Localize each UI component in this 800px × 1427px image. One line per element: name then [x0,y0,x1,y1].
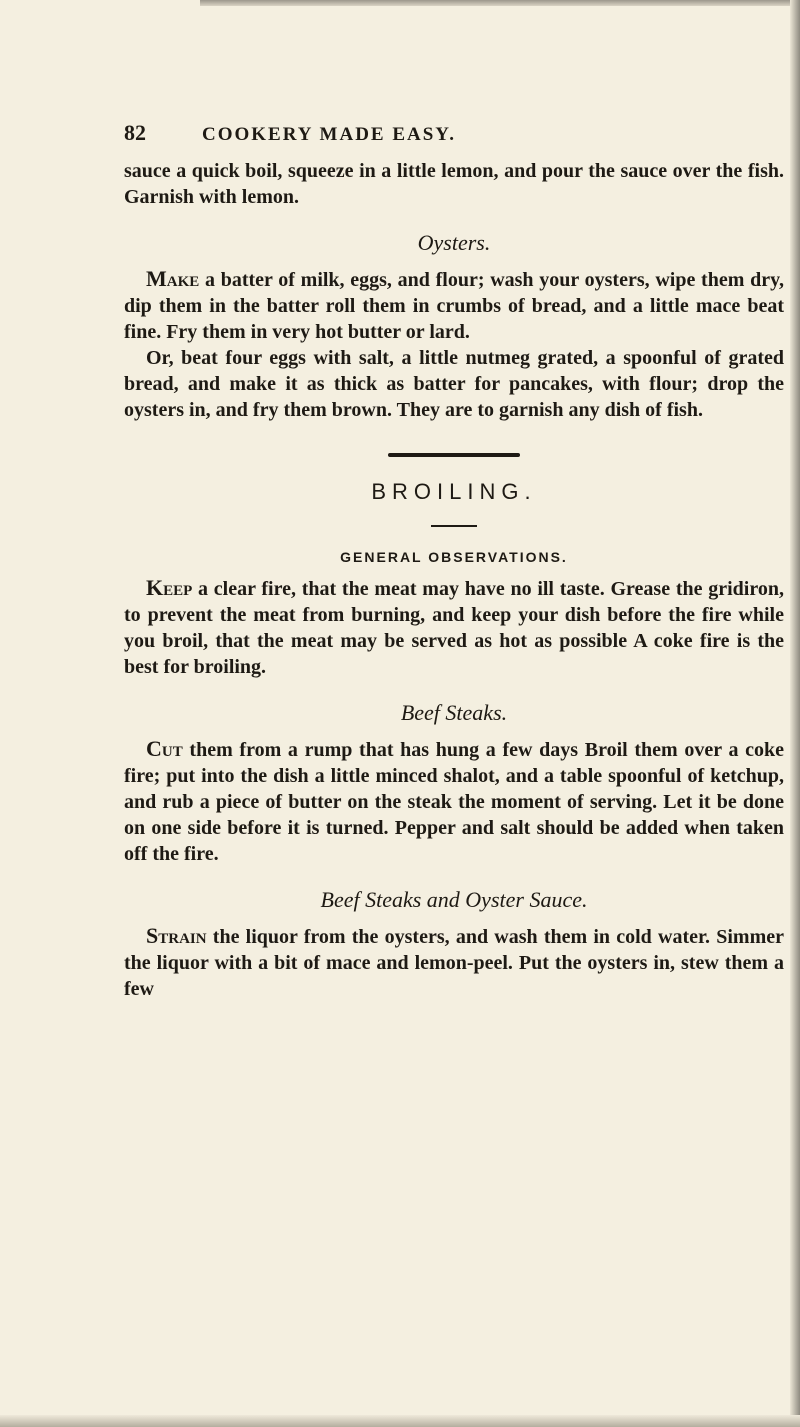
page-edge-top [200,0,800,6]
section-heading-broiling: BROILING. [371,479,537,504]
paragraph-text: a batter of milk, eggs, and flour; wash your oysters, wipe them dry, dip them in the batter roll them in crumbs of bread, and a little mace beat fine. Fry them in very hot butter or lard. [124,269,784,343]
subheading-general-observations: GENERAL OBSERVATIONS. [340,549,568,565]
recipe-title-oysters: Oysters. [417,230,491,255]
broiling-paragraph-1 [124,575,784,680]
short-rule [431,525,477,527]
beef-steaks-oyster-paragraph [124,923,784,1002]
drop-lead-word: Cut [146,736,183,761]
book-page [124,120,784,1002]
beef-steaks-paragraph [124,736,784,867]
running-head [124,120,784,150]
paragraph-text: a clear fire, that the meat may have no ill taste. Grease the gridiron, to prevent the meat from burning, and keep your dish before the fire while you broil, that the meat may be served as hot as possible A coke fire is the best for broiling. [124,578,784,678]
oysters-paragraph-2: Or, beat four eggs with salt, a little nutmeg grated, a spoonful of grated bread, and make it as thick as batter for pancakes, with flour; drop the oysters in, and fry them brown. They are to garnish any dish of fish. [124,347,784,421]
page-edge-right [790,0,800,1427]
paragraph-text: them from a rump that has hung a few days Broil them over a coke fire; put into the dish a little minced shalot, and a table spoonful of ketchup, and rub a piece of butter on the steak the moment of serving. Let it be done on one side before it is turned. Pepper and salt should be added when taken off the fire. [124,739,784,865]
page-edge-bottom [0,1415,800,1427]
running-title: COOKERY MADE EASY. [202,124,457,145]
page-number: 82 [124,120,146,145]
oysters-paragraph-1 [124,266,784,345]
drop-lead-word: Make [146,266,200,291]
recipe-title-beef-steaks-oyster-sauce: Beef Steaks and Oyster Sauce. [320,887,588,912]
paragraph-text: the liquor from the oysters, and wash them in cold water. Simmer the liquor with a bit of mace and lemon-peel. Put the oysters in, stew them a few [124,926,784,1000]
drop-lead-word: Strain [146,923,207,948]
continuation-paragraph: sauce a quick boil, squeeze in a little lemon, and pour the sauce over the fish. Garnish with lemon. [124,160,784,208]
ornament-rule [388,453,520,457]
drop-lead-word: Keep [146,575,193,600]
recipe-title-beef-steaks: Beef Steaks. [400,700,508,725]
